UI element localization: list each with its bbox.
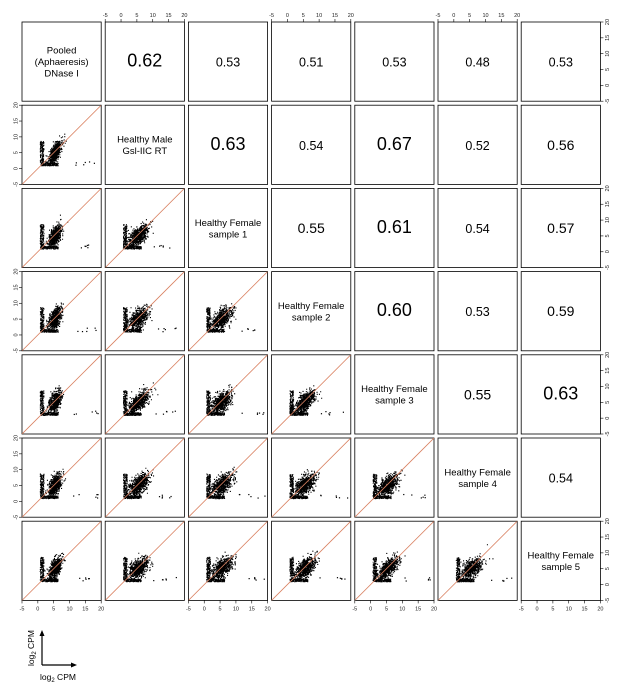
correlation-value: 0.54 xyxy=(465,222,490,236)
panel-r1-c2 xyxy=(188,105,267,184)
outlier-point xyxy=(154,246,155,247)
outlier-point xyxy=(159,496,160,497)
panel-r6-c5 xyxy=(438,521,517,600)
outlier-point xyxy=(263,412,264,413)
outlier-point xyxy=(87,247,88,248)
panel-r2-c2 xyxy=(188,188,267,267)
outlier-point xyxy=(340,578,341,579)
panel-r0-c0 xyxy=(22,22,101,101)
panel-r4-c2 xyxy=(188,355,267,434)
outlier-point xyxy=(424,495,425,496)
panel-r2-c3 xyxy=(272,188,351,267)
y-tick-label: 0 xyxy=(604,250,611,254)
outlier-point xyxy=(339,497,340,498)
correlation-value: 0.55 xyxy=(463,386,492,403)
outlier-point xyxy=(264,579,265,580)
correlation-value: 0.60 xyxy=(376,300,412,321)
outlier-point xyxy=(97,494,98,495)
outlier-point xyxy=(161,245,162,246)
legend-x-label: $\log_2$ CPM xyxy=(40,672,76,684)
x-tick-label: -5 xyxy=(102,13,108,19)
legend-x-arrowhead xyxy=(71,663,77,668)
outlier-point xyxy=(96,412,97,413)
outlier-point xyxy=(249,578,250,579)
outlier-point xyxy=(162,495,163,496)
correlation-value: 0.67 xyxy=(376,133,412,154)
panel-r6-c1 xyxy=(105,521,184,600)
outlier-point xyxy=(77,331,78,332)
outlier-point xyxy=(74,414,75,415)
outlier-point xyxy=(175,328,176,329)
correlation-value: 0.62 xyxy=(127,50,163,71)
sample-label: sample 1 xyxy=(208,229,248,241)
outlier-point xyxy=(165,329,166,330)
panel-r4-c6 xyxy=(521,355,600,434)
panel-r5-c6 xyxy=(521,438,600,517)
x-tick-label: 20 xyxy=(430,606,438,613)
y-tick-label: 10 xyxy=(604,383,611,390)
outlier-point xyxy=(95,328,96,329)
x-tick-label: 15 xyxy=(248,606,255,613)
y-tick-label: 15 xyxy=(13,450,20,457)
sample-label: Gsl-IIC RT xyxy=(122,146,168,158)
sample-label: Healthy Male xyxy=(117,134,173,146)
correlation-value: 0.52 xyxy=(465,138,490,153)
panel-r3-c1 xyxy=(105,272,184,351)
outlier-point xyxy=(411,494,412,495)
outlier-point xyxy=(158,328,159,329)
outlier-point xyxy=(73,495,74,496)
y-tick-label: -5 xyxy=(604,431,611,437)
x-tick-label: 10 xyxy=(482,13,489,19)
outlier-point xyxy=(242,413,243,414)
outlier-point xyxy=(94,163,95,164)
panel-r6-c0 xyxy=(22,521,101,600)
panel-r5-c3 xyxy=(272,438,351,517)
x-tick-label: 10 xyxy=(565,606,572,613)
x-tick-label: 15 xyxy=(498,13,505,19)
panel-r6-c3 xyxy=(272,521,351,600)
outlier-point xyxy=(250,496,251,497)
outlier-point xyxy=(89,161,90,162)
outlier-point xyxy=(75,165,76,166)
x-tick-label: 20 xyxy=(181,13,188,19)
panel-r1-c1 xyxy=(105,105,184,184)
outlier-point xyxy=(337,577,338,578)
panel-r3-c6 xyxy=(521,272,600,351)
outlier-point xyxy=(166,411,167,412)
outlier-point xyxy=(325,411,326,412)
outlier-point xyxy=(343,412,344,413)
outlier-point xyxy=(329,412,330,413)
panel-r5-c4 xyxy=(355,438,434,517)
x-tick-label: -5 xyxy=(518,606,524,613)
outlier-point xyxy=(87,245,88,246)
outlier-point xyxy=(506,578,507,579)
x-tick-label: 20 xyxy=(597,606,604,613)
correlation-value: 0.59 xyxy=(547,303,575,320)
x-tick-label: 20 xyxy=(347,13,354,19)
outlier-point xyxy=(76,162,77,163)
x-tick-label: -5 xyxy=(435,13,441,19)
x-tick-label: 5 xyxy=(135,13,139,19)
y-tick-label: 5 xyxy=(604,567,611,571)
y-tick-label: 10 xyxy=(13,300,20,307)
outlier-point xyxy=(259,412,260,413)
x-tick-label: 0 xyxy=(36,606,40,613)
x-tick-label: 20 xyxy=(98,606,105,613)
y-tick-label: 15 xyxy=(604,367,611,374)
outlier-point xyxy=(163,245,164,246)
y-tick-label: 5 xyxy=(604,67,611,72)
correlation-value: 0.53 xyxy=(215,55,241,70)
x-tick-label: 0 xyxy=(535,606,539,613)
x-tick-label: 10 xyxy=(66,606,73,613)
outlier-point xyxy=(97,413,98,414)
outlier-point xyxy=(170,496,171,497)
sample-label: sample 4 xyxy=(458,478,497,490)
y-tick-label: 15 xyxy=(604,533,611,541)
y-tick-label: 0 xyxy=(13,333,20,337)
correlation-value: 0.53 xyxy=(382,55,407,70)
y-tick-label: 0 xyxy=(604,416,611,420)
panel-r6-c4 xyxy=(355,521,434,600)
correlation-value: 0.55 xyxy=(297,220,325,236)
panel-r4-c1 xyxy=(105,355,184,434)
outlier-point xyxy=(404,577,405,578)
sample-label: Healthy Female xyxy=(527,550,595,562)
outlier-point xyxy=(239,494,240,495)
outlier-point xyxy=(336,495,337,496)
outlier-point xyxy=(83,164,84,165)
x-tick-label: 0 xyxy=(452,13,456,19)
x-tick-label: 0 xyxy=(119,13,123,19)
y-tick-label: 5 xyxy=(604,400,611,404)
sample-label: Healthy Female xyxy=(194,217,262,229)
outlier-point xyxy=(82,331,83,332)
x-tick-label: 5 xyxy=(551,606,555,613)
outlier-point xyxy=(403,494,404,495)
outlier-point xyxy=(97,497,98,498)
correlation-value: 0.56 xyxy=(547,136,575,153)
x-tick-label: 10 xyxy=(316,13,323,19)
x-tick-label: 15 xyxy=(165,13,172,19)
sample-label: Healthy Female xyxy=(277,300,345,312)
sample-label: sample 5 xyxy=(541,562,581,574)
outlier-point xyxy=(81,247,82,248)
outlier-point xyxy=(176,577,177,578)
outlier-point xyxy=(95,497,96,498)
outlier-point xyxy=(172,411,173,412)
outlier-point xyxy=(153,580,154,581)
outlier-point xyxy=(257,413,258,414)
outlier-point xyxy=(162,496,163,497)
outlier-point xyxy=(162,579,163,580)
correlation-value: 0.53 xyxy=(548,55,573,70)
sample-label: Pooled xyxy=(46,45,77,57)
panel-r1-c0 xyxy=(22,105,101,184)
x-tick-label: -5 xyxy=(19,606,25,613)
x-tick-label: 0 xyxy=(285,13,289,19)
x-tick-label: -5 xyxy=(269,13,275,19)
outlier-point xyxy=(85,162,86,163)
correlation-value: 0.48 xyxy=(465,55,490,70)
panel-r6-c2 xyxy=(188,521,267,600)
x-tick-label: -5 xyxy=(185,606,191,613)
panel-r1-c5 xyxy=(438,105,517,184)
outlier-point xyxy=(319,577,320,578)
outlier-point xyxy=(423,497,424,498)
outlier-point xyxy=(163,328,164,329)
panel-r1-c6 xyxy=(521,105,600,184)
outlier-point xyxy=(253,330,254,331)
x-tick-label: 10 xyxy=(149,13,156,19)
x-tick-label: 0 xyxy=(369,606,373,613)
panel-r0-c2 xyxy=(188,22,267,101)
correlation-value: 0.63 xyxy=(210,133,246,154)
panel-r3-c4 xyxy=(355,272,434,351)
x-tick-label: 20 xyxy=(514,13,521,19)
outlier-point xyxy=(85,577,86,578)
outlier-point xyxy=(162,497,163,498)
outlier-point xyxy=(165,578,166,579)
outlier-point xyxy=(242,331,243,332)
outlier-point xyxy=(341,579,342,580)
panel-r4-c3 xyxy=(272,355,351,434)
x-tick-label: -5 xyxy=(352,606,358,613)
outlier-point xyxy=(321,413,322,414)
panel-r0-c6 xyxy=(521,22,600,101)
panel-r3-c3 xyxy=(272,272,351,351)
outlier-point xyxy=(163,414,164,415)
y-tick-label: 15 xyxy=(604,201,611,208)
y-tick-label: -5 xyxy=(13,348,20,354)
panel-r3-c2 xyxy=(188,272,267,351)
outlier-point xyxy=(491,580,492,581)
y-tick-label: 15 xyxy=(604,34,611,41)
correlation-value: 0.57 xyxy=(547,220,575,236)
outlier-point xyxy=(421,497,422,498)
panel-r5-c2 xyxy=(188,438,267,517)
outlier-point xyxy=(86,331,87,332)
outlier-point xyxy=(347,497,348,498)
legend-y-label: $\log_2$ CPM xyxy=(26,630,38,666)
x-tick-label: 5 xyxy=(468,13,472,19)
outlier-point xyxy=(87,328,88,329)
y-tick-label: -5 xyxy=(604,265,611,271)
outlier-point xyxy=(76,413,77,414)
outlier-point xyxy=(264,496,265,497)
panel-r1-c4 xyxy=(355,105,434,184)
outlier-point xyxy=(92,411,93,412)
y-tick-label: 20 xyxy=(604,518,611,525)
outlier-point xyxy=(258,497,259,498)
outlier-point xyxy=(256,579,257,580)
outlier-point xyxy=(88,578,89,579)
panel-r0-c4 xyxy=(355,22,434,101)
y-tick-label: 0 xyxy=(13,167,20,171)
outlier-point xyxy=(329,414,330,415)
y-tick-label: -5 xyxy=(604,597,611,603)
panel-r2-c5 xyxy=(438,188,517,267)
panel-r1-c3 xyxy=(272,105,351,184)
panel-r3-c0 xyxy=(22,272,101,351)
outlier-point xyxy=(85,579,86,580)
sample-label: Healthy Female xyxy=(361,384,428,396)
x-tick-label: 15 xyxy=(82,606,89,613)
outlier-point xyxy=(156,413,157,414)
y-tick-label: 20 xyxy=(13,102,20,109)
outlier-point xyxy=(79,494,80,495)
outlier-point xyxy=(159,246,160,247)
legend-y-arrowhead xyxy=(40,630,45,636)
panel-r3-c5 xyxy=(438,272,517,351)
panel-r4-c4 xyxy=(355,355,434,434)
outlier-point xyxy=(95,411,96,412)
outlier-point xyxy=(79,578,80,579)
outlier-point xyxy=(320,495,321,496)
x-tick-label: 0 xyxy=(202,606,206,613)
y-tick-label: 5 xyxy=(13,483,20,488)
x-tick-label: 10 xyxy=(232,606,239,613)
outlier-point xyxy=(257,414,258,415)
y-tick-label: 10 xyxy=(604,50,611,57)
panel-r0-c1 xyxy=(105,22,184,101)
outlier-point xyxy=(254,330,255,331)
x-tick-label: 5 xyxy=(218,606,222,613)
panel-r0-c5 xyxy=(438,22,517,101)
y-tick-label: 10 xyxy=(13,133,20,140)
y-tick-label: 5 xyxy=(13,151,20,155)
panel-r2-c6 xyxy=(521,188,600,267)
sample-label: sample 3 xyxy=(375,395,414,407)
y-tick-label: 20 xyxy=(604,185,611,192)
y-tick-label: 10 xyxy=(604,549,611,556)
x-tick-label: 5 xyxy=(52,606,56,613)
outlier-point xyxy=(88,244,89,245)
y-tick-label: 0 xyxy=(604,83,611,87)
outlier-point xyxy=(503,580,504,581)
y-tick-label: -5 xyxy=(13,514,20,520)
panel-r2-c1 xyxy=(105,188,184,267)
outlier-point xyxy=(262,414,263,415)
y-tick-label: -5 xyxy=(604,98,611,104)
sample-label: sample 2 xyxy=(291,312,331,324)
outlier-point xyxy=(406,580,407,581)
x-tick-label: 15 xyxy=(415,606,422,613)
outlier-point xyxy=(169,497,170,498)
outlier-point xyxy=(425,497,426,498)
y-tick-label: 5 xyxy=(604,234,611,238)
correlation-value: 0.53 xyxy=(465,305,490,320)
y-tick-label: 10 xyxy=(13,466,20,473)
correlation-value: 0.51 xyxy=(299,55,324,70)
panel-r0-c3 xyxy=(272,22,351,101)
y-tick-label: 10 xyxy=(604,217,611,224)
correlation-value: 0.54 xyxy=(548,471,573,486)
outlier-point xyxy=(175,411,176,412)
y-tick-label: 0 xyxy=(604,583,611,587)
sample-label: DNase I xyxy=(44,68,79,80)
outlier-point xyxy=(169,247,170,248)
correlation-value: 0.63 xyxy=(543,383,579,404)
panel-r5-c5 xyxy=(438,438,517,517)
axis-legend xyxy=(26,630,77,684)
sample-label: Healthy Female xyxy=(444,467,511,479)
outlier-point xyxy=(96,494,97,495)
correlation-value: 0.54 xyxy=(299,138,324,153)
y-tick-label: 15 xyxy=(13,117,20,125)
x-tick-label: 15 xyxy=(331,13,339,19)
sample-label: (Aphaeresis) xyxy=(34,57,89,69)
panel-r4-c0 xyxy=(22,355,101,434)
panel-r2-c0 xyxy=(22,188,101,267)
outlier-point xyxy=(430,579,431,580)
y-tick-label: 20 xyxy=(13,268,20,275)
x-tick-label: 5 xyxy=(384,606,389,613)
x-tick-label: 10 xyxy=(399,606,406,613)
outlier-point xyxy=(344,578,345,579)
y-tick-label: 5 xyxy=(13,317,20,321)
correlation-value: 0.61 xyxy=(376,217,412,237)
outlier-point xyxy=(511,578,512,579)
outlier-point xyxy=(428,579,429,580)
y-tick-label: 20 xyxy=(604,18,611,26)
outlier-point xyxy=(254,578,255,579)
outlier-point xyxy=(82,580,83,581)
panel-r5-c1 xyxy=(105,438,184,517)
outlier-point xyxy=(336,497,337,498)
x-tick-label: 20 xyxy=(264,606,271,613)
outlier-point xyxy=(247,328,248,329)
y-tick-label: 20 xyxy=(13,434,20,442)
outlier-point xyxy=(84,246,85,247)
y-tick-label: -5 xyxy=(13,181,20,187)
panel-r2-c4 xyxy=(355,188,434,267)
outlier-point xyxy=(429,577,430,578)
x-tick-label: 15 xyxy=(581,606,588,613)
outlier-point xyxy=(162,331,163,332)
panel-r4-c5 xyxy=(438,355,517,434)
y-tick-label: 0 xyxy=(13,499,20,503)
x-tick-label: 5 xyxy=(301,13,305,19)
y-tick-label: 15 xyxy=(13,284,20,291)
panel-r6-c6 xyxy=(521,521,600,600)
panel-r5-c0 xyxy=(22,438,101,517)
outlier-point xyxy=(248,494,249,495)
outlier-point xyxy=(95,330,96,331)
y-tick-label: 20 xyxy=(604,351,611,358)
